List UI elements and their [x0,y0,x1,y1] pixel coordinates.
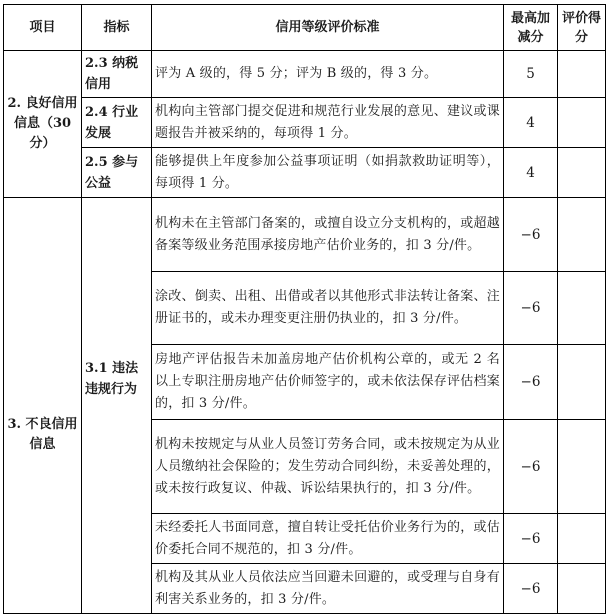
evaluation-score-cell[interactable] [558,564,606,614]
project-cell-bad-credit: 3. 不良信用信息 [4,198,82,614]
evaluation-score-cell[interactable] [558,514,606,564]
standard-cell: 机构未按规定与从业人员签订劳务合同，或未按规定为从业人员缴纳社会保险的；发生劳动合同纠纷，未妥善处理的，或未按行政复议、仲裁、诉讼结果执行的，扣 3 分/件。 [152,420,504,514]
evaluation-score-cell[interactable] [558,198,606,272]
table-row [4,148,606,198]
evaluation-score-cell[interactable] [558,420,606,514]
max-points-cell: 5 [504,51,558,98]
indicator-cell-violations: 3.1 违法违规行为 [82,198,152,614]
max-points-cell: −6 [504,272,558,345]
evaluation-score-cell[interactable] [558,98,606,148]
standard-cell: 能够提供上年度参加公益事项证明（如捐款救助证明等），每项得 1 分。 [152,148,504,198]
evaluation-score-cell[interactable] [558,345,606,420]
evaluation-score-cell[interactable] [558,148,606,198]
table-row [4,98,606,148]
standard-cell: 评为 A 级的，得 5 分；评为 B 级的，得 3 分。 [152,51,504,98]
standard-cell: 涂改、倒卖、出租、出借或者以其他形式非法转让备案、注册证书的，或未办理变更注册仍执业的，扣 3 分/件。 [152,272,504,345]
header-max-points: 最高加减分 [504,5,558,51]
standard-cell: 机构未在主管部门备案的，或擅自设立分支机构的，或超越备案等级业务范围承接房地产估价业务的，扣 3 分/件。 [152,198,504,272]
max-points-cell: −6 [504,420,558,514]
max-points-cell: 4 [504,98,558,148]
evaluation-score-cell[interactable] [558,51,606,98]
header-evaluation-score: 评价得分 [558,5,606,51]
header-project: 项目 [4,5,82,51]
indicator-cell-public-welfare: 2.5 参与公益 [82,148,152,198]
project-cell-good-credit: 2. 良好信用信息（30 分） [4,51,82,198]
indicator-cell-tax-credit: 2.3 纳税信用 [82,51,152,98]
max-points-cell: 4 [504,148,558,198]
indicator-cell-industry-development: 2.4 行业发展 [82,98,152,148]
header-row [4,5,606,51]
standard-cell: 未经委托人书面同意，擅自转让受托估价业务行为的，或估价委托合同不规范的，扣 3 分/件。 [152,514,504,564]
header-standard: 信用等级评价标准 [152,5,504,51]
evaluation-score-cell[interactable] [558,272,606,345]
header-indicator: 指标 [82,5,152,51]
standard-cell: 房地产评估报告未加盖房地产估价机构公章的，或无 2 名以上专职注册房地产估价师签字的，或未依法保存评估档案的，扣 3 分/件。 [152,345,504,420]
max-points-cell: −6 [504,514,558,564]
table-row [4,198,606,272]
credit-rating-table [3,4,606,614]
standard-cell: 机构及其从业人员依法应当回避未回避的，或受理与自身有利害关系业务的，扣 3 分/件。 [152,564,504,614]
max-points-cell: −6 [504,198,558,272]
max-points-cell: −6 [504,345,558,420]
table-row [4,51,606,98]
standard-cell: 机构向主管部门提交促进和规范行业发展的意见、建议或课题报告并被采纳的，每项得 1 分。 [152,98,504,148]
max-points-cell: −6 [504,564,558,614]
